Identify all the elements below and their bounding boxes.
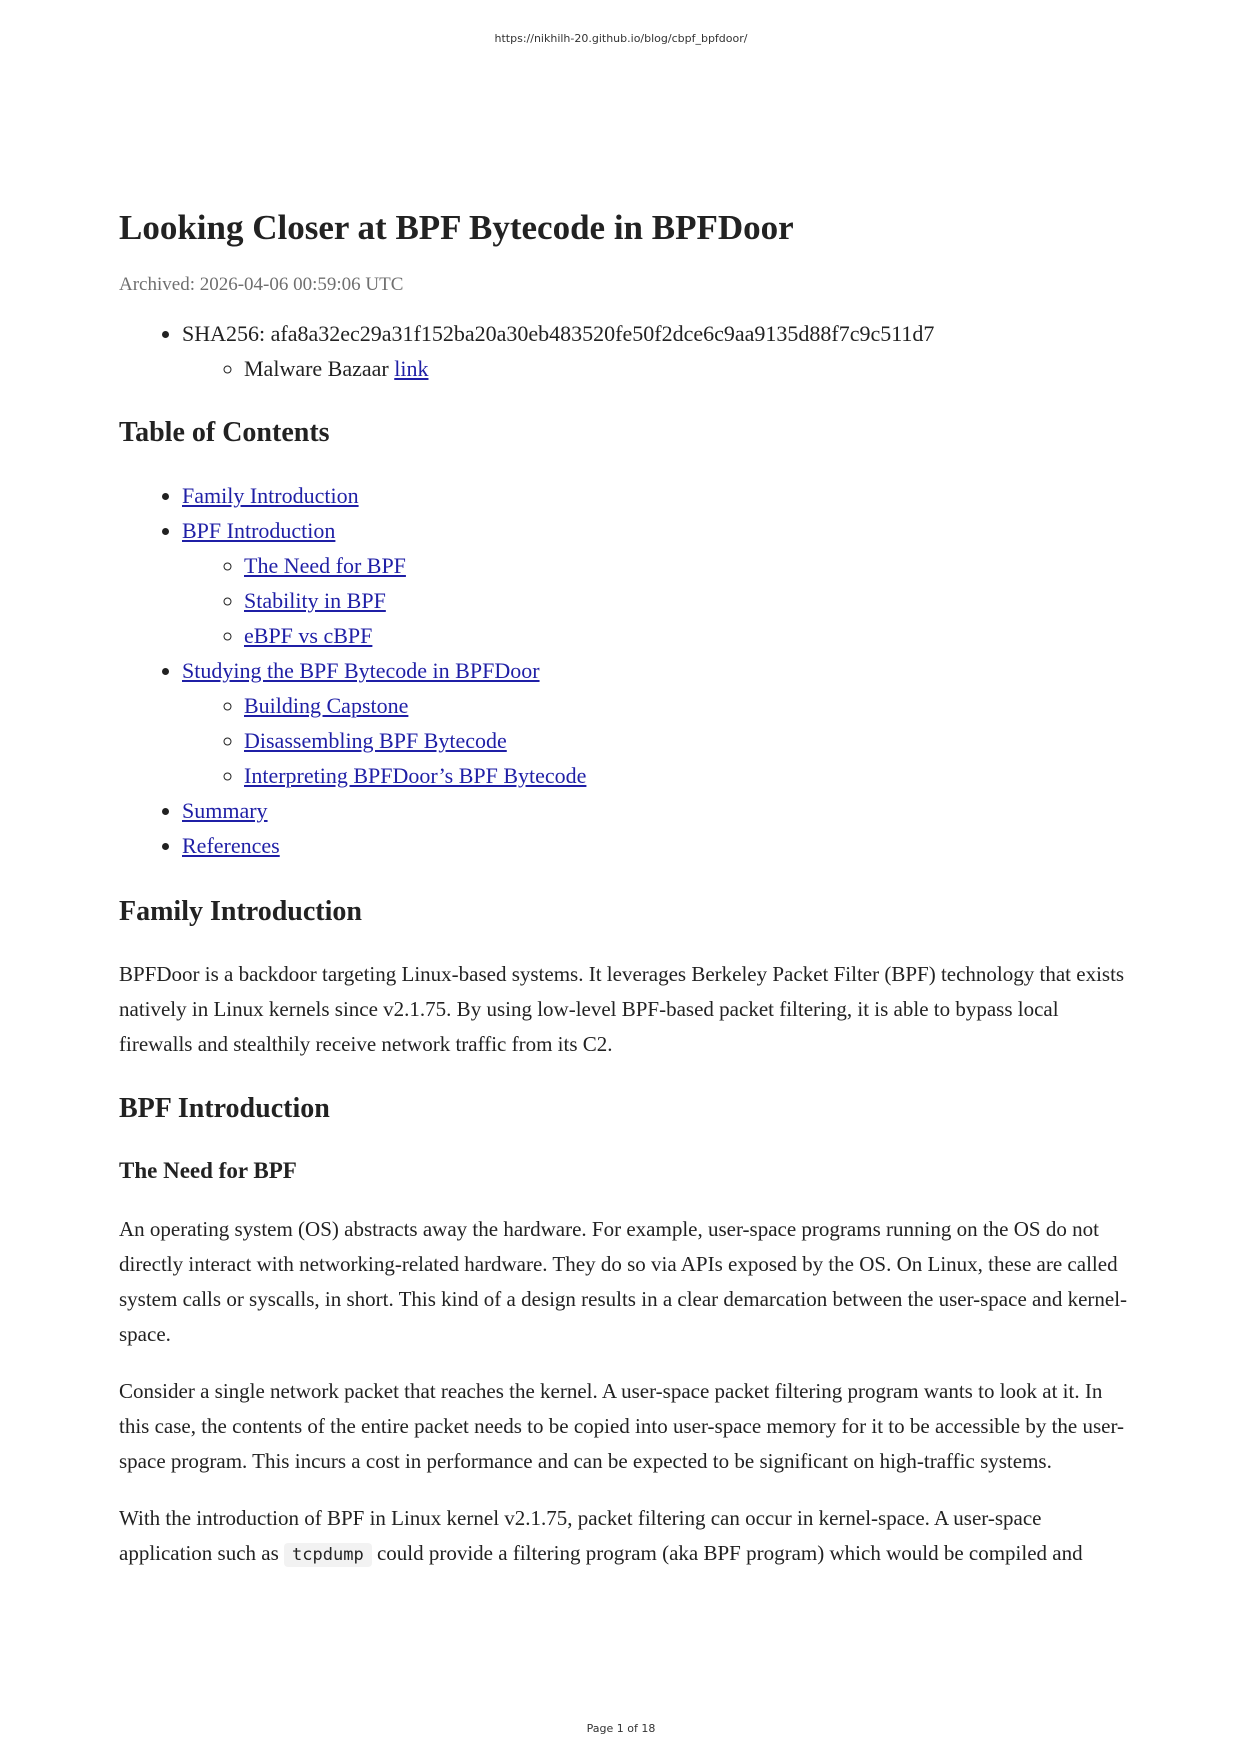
page-url-header: https://nikhilh-20.github.io/blog/cbpf_bpfdoor/ (494, 32, 748, 45)
toc-link-family-introduction[interactable]: Family Introduction (182, 483, 359, 508)
need-for-bpf-paragraph-1: An operating system (OS) abstracts away the hardware. For example, user-space programs running on the OS do not directly interact with networking-related hardware. They do so via APIs exposed by the OS. On Linux, these are called system calls or syscalls, in short. This kind of a design results in a clear demarcation between the user-space and kernel-space. (119, 1217, 1128, 1346)
sha256-text: SHA256: afa8a32ec29a31f152ba20a30eb483520fe50f2dce6c9aa9135d88f7c9c511d7 (182, 321, 935, 346)
archived-timestamp: Archived: 2026-04-06 00:59:06 UTC (119, 274, 404, 295)
family-introduction-heading: Family Introduction (119, 896, 362, 927)
paragraph-3-text-before: With the introduction of BPF in Linux kernel v2.1.75, packet filtering can occur in kernel-space. A user-space application such as (119, 1506, 1042, 1565)
toc-link-interpreting-bpfdoor-bytecode[interactable]: Interpreting BPFDoor’s BPF Bytecode (244, 763, 587, 788)
toc-link-disassembling-bpf-bytecode[interactable]: Disassembling BPF Bytecode (244, 728, 507, 753)
table-of-contents (119, 478, 1129, 863)
toc-sublist-studying-bpf-bytecode (182, 688, 1129, 793)
toc-item-building-capstone (244, 688, 1129, 723)
article-content (119, 208, 1129, 1573)
toc-sublist-bpf-introduction (182, 548, 1129, 653)
family-introduction-paragraph: BPFDoor is a backdoor targeting Linux-based systems. It leverages Berkeley Packet Filter (BPF) technology that exists natively in Linux kernels since v2.1.75. By using low-level BPF-based packet filtering, it is able to bypass local firewalls and stealthily receive network traffic from its C2. (119, 962, 1125, 1056)
bpf-introduction-heading: BPF Introduction (119, 1093, 330, 1124)
paragraph-3-text-after: could provide a filtering program (aka BPF program) which would be compiled and (371, 1541, 1083, 1565)
page-number-footer: Page 1 of 18 (586, 1722, 656, 1735)
toc-link-building-capstone[interactable]: Building Capstone (244, 693, 409, 718)
toc-link-need-for-bpf[interactable]: The Need for BPF (244, 553, 406, 578)
toc-link-stability-in-bpf[interactable]: Stability in BPF (244, 588, 386, 613)
toc-link-summary[interactable]: Summary (182, 798, 268, 823)
toc-item-need-for-bpf (244, 548, 1129, 583)
toc-link-bpf-introduction[interactable]: BPF Introduction (182, 518, 336, 543)
malware-bazaar-link[interactable]: link (394, 356, 429, 381)
sample-metadata-list (119, 316, 1129, 386)
toc-item-ebpf-vs-cbpf (244, 618, 1129, 653)
toc-item-interpreting-bpfdoor-bytecode (244, 758, 1129, 793)
toc-item-summary (182, 793, 1129, 828)
toc-link-studying-bpf-bytecode[interactable]: Studying the BPF Bytecode in BPFDoor (182, 658, 540, 683)
toc-item-family-introduction (182, 478, 1129, 513)
toc-item-disassembling-bpf-bytecode (244, 723, 1129, 758)
malware-bazaar-item (244, 351, 1129, 386)
need-for-bpf-paragraph-2: Consider a single network packet that reaches the kernel. A user-space packet filtering program wants to look at it. In this case, the contents of the entire packet needs to be copied into user-space memory for it to be accessible by the user-space program. This incurs a cost in performance and can be expected to be significant on high-traffic systems. (119, 1379, 1125, 1473)
toc-item-studying-bpf-bytecode (182, 653, 1129, 793)
toc-link-references[interactable]: References (182, 833, 280, 858)
toc-item-stability-in-bpf (244, 583, 1129, 618)
toc-link-ebpf-vs-cbpf[interactable]: eBPF vs cBPF (244, 623, 373, 648)
toc-item-references (182, 828, 1129, 863)
sha256-item (182, 316, 1129, 386)
toc-heading: Table of Contents (119, 417, 330, 448)
article-title: Looking Closer at BPF Bytecode in BPFDoor (119, 208, 794, 247)
toc-item-bpf-introduction (182, 513, 1129, 653)
malware-bazaar-label: Malware Bazaar (244, 356, 395, 381)
sha256-sublist (182, 351, 1129, 386)
need-for-bpf-paragraph-3 (119, 1501, 1129, 1573)
inline-code-tcpdump: tcpdump (284, 1543, 372, 1567)
need-for-bpf-heading: The Need for BPF (119, 1158, 297, 1183)
